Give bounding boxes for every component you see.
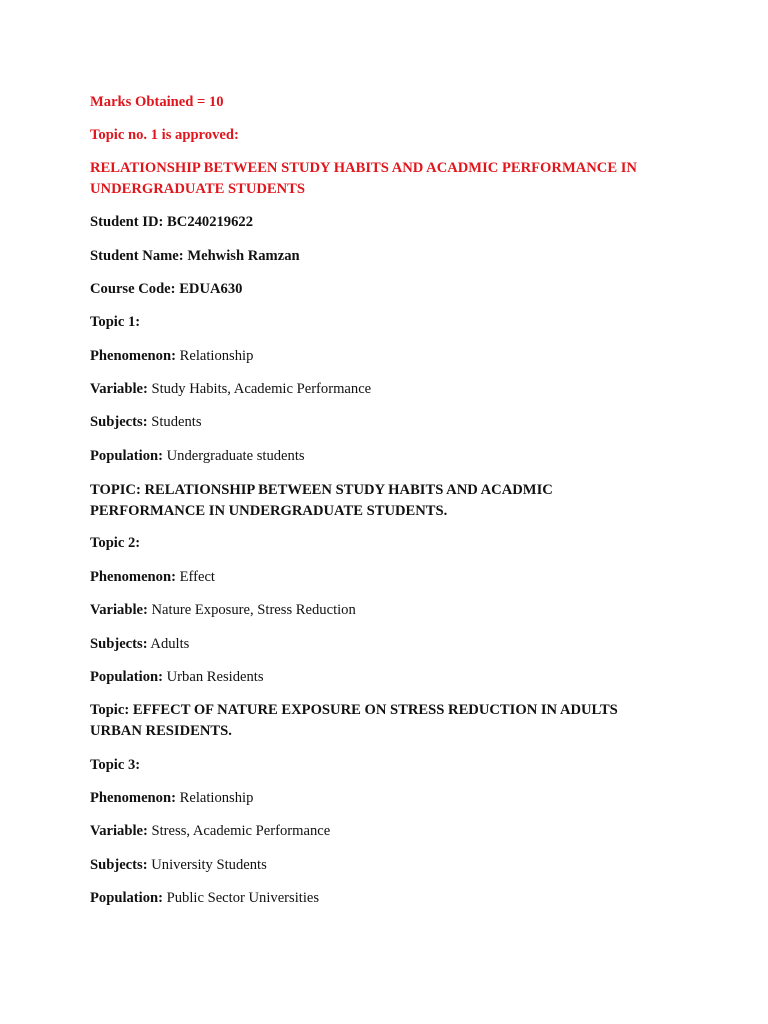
topic-1-population: Population: Undergraduate students bbox=[90, 448, 305, 464]
student-name bbox=[90, 246, 300, 266]
topic-2-phenomenon: Phenomenon: Effect bbox=[90, 569, 215, 585]
topic-1-title: TOPIC: RELATIONSHIP BETWEEN STUDY HABITS AND ACADMIC PERFORMANCE IN UNDERGRADUATE STUDENTS. bbox=[90, 482, 553, 519]
student-id-value: BC240219622 bbox=[167, 214, 253, 230]
student-id-label: Student ID: bbox=[90, 214, 164, 230]
topic-1-heading: Topic 1: bbox=[90, 314, 141, 330]
topic-1-subjects: Subjects: Students bbox=[90, 414, 202, 430]
topic-3-variable: Variable: Stress, Academic Performance bbox=[90, 823, 331, 839]
topic-1-variable: Variable: Study Habits, Academic Performance bbox=[90, 381, 372, 397]
topic-1-phenomenon: Phenomenon: Relationship bbox=[90, 348, 254, 364]
student-name-value: Mehwish Ramzan bbox=[187, 248, 300, 264]
student-name-label: Student Name: bbox=[90, 248, 184, 264]
topic-2-heading: Topic 2: bbox=[90, 535, 141, 551]
course-code-label: Course Code: bbox=[90, 281, 176, 297]
topic-2-title: Topic: EFFECT OF NATURE EXPOSURE ON STRESS REDUCTION IN ADULTS URBAN RESIDENTS. bbox=[90, 702, 618, 739]
course-code-value: EDUA630 bbox=[179, 281, 243, 297]
topic-2-population: Population: Urban Residents bbox=[90, 669, 264, 685]
approval-note: Topic no. 1 is approved: bbox=[90, 127, 239, 143]
course-code bbox=[90, 279, 242, 299]
topic-3-population: Population: Public Sector Universities bbox=[90, 890, 320, 906]
topic-2-subjects: Subjects: Adults bbox=[90, 636, 190, 652]
topic-3-heading: Topic 3: bbox=[90, 757, 141, 773]
marks-obtained: Marks Obtained = 10 bbox=[90, 94, 224, 110]
student-id bbox=[90, 212, 253, 232]
approved-topic-title: RELATIONSHIP BETWEEN STUDY HABITS AND ACADMIC PERFORMANCE IN UNDERGRADUATE STUDENTS bbox=[90, 160, 637, 197]
topic-3-phenomenon: Phenomenon: Relationship bbox=[90, 790, 254, 806]
topic-3-subjects: Subjects: University Students bbox=[90, 857, 267, 873]
topic-2-variable: Variable: Nature Exposure, Stress Reduction bbox=[90, 602, 356, 618]
